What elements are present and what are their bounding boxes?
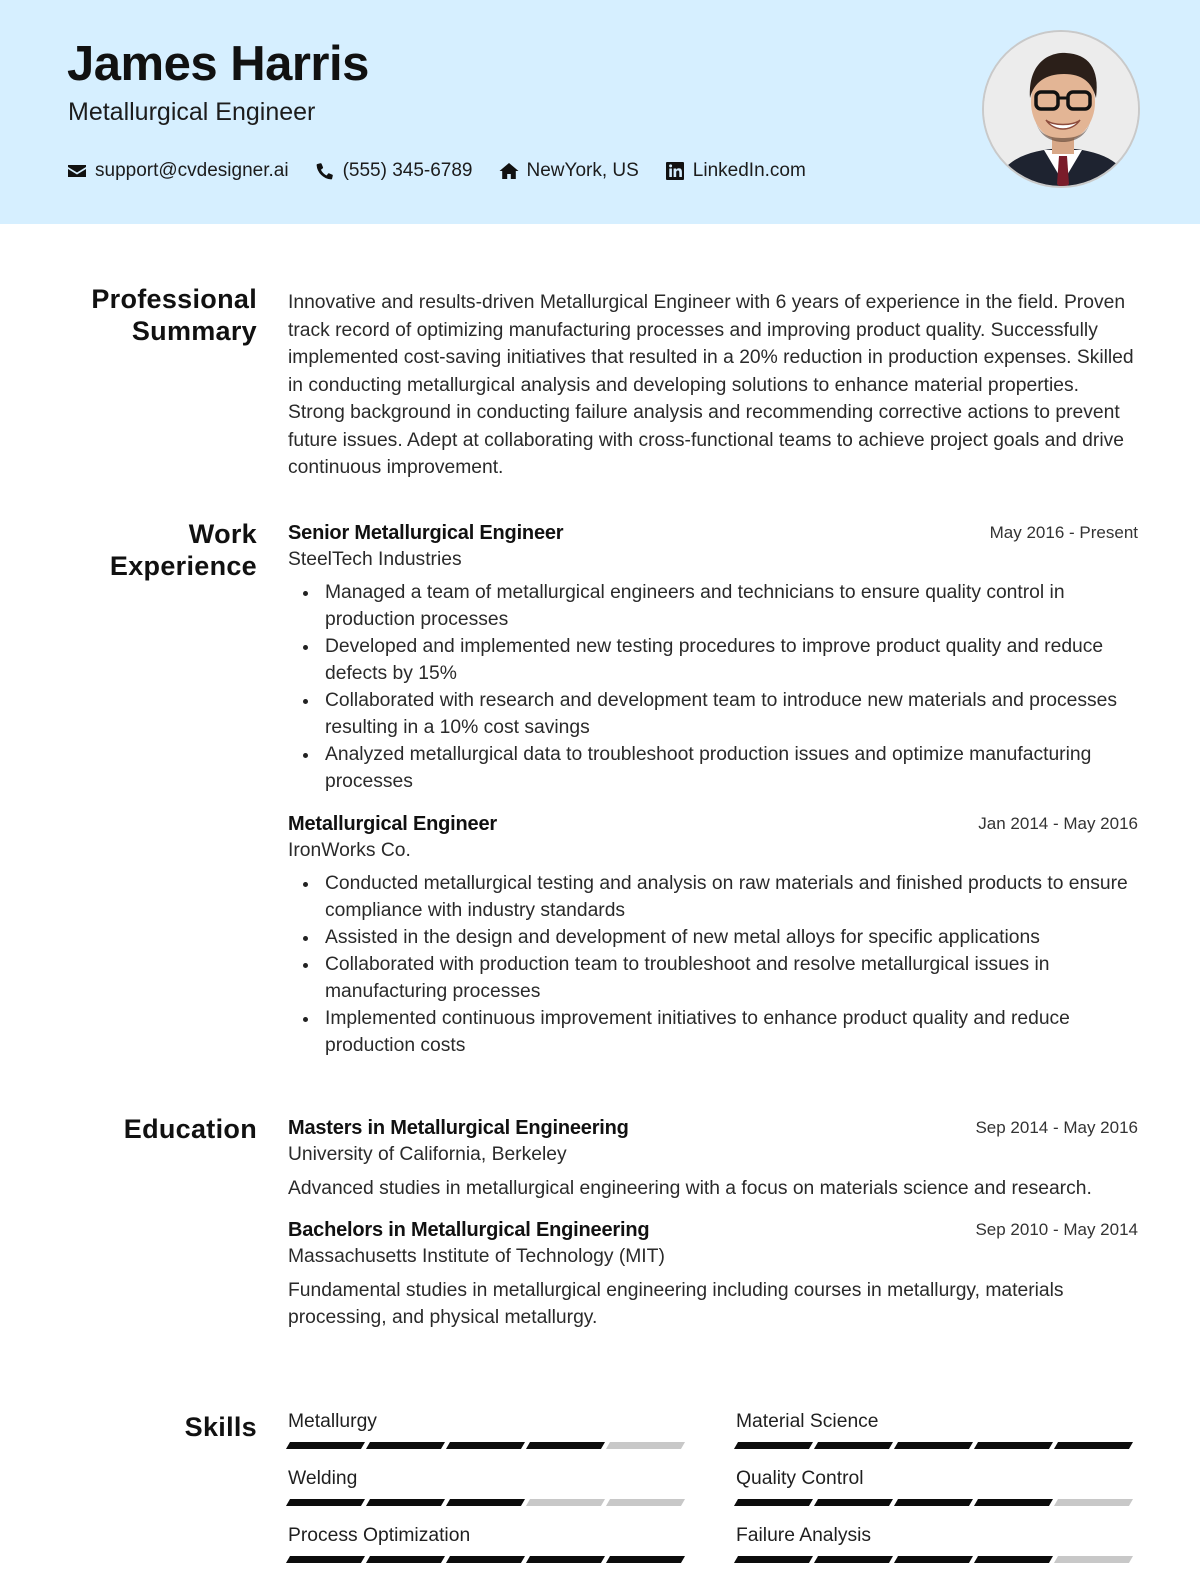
skill-level-bar — [736, 1556, 1136, 1563]
skill-name: Welding — [288, 1468, 358, 1489]
job-bullets — [288, 579, 1138, 795]
education-entry — [288, 1217, 1138, 1331]
skill-name: Failure Analysis — [736, 1525, 872, 1546]
skill-segment-empty — [606, 1442, 685, 1449]
contact-location-text: NewYork, US — [526, 160, 639, 181]
skill-item — [288, 1466, 688, 1506]
skill-level-bar — [736, 1442, 1136, 1449]
contact-email-text: support@cvdesigner.ai — [95, 160, 289, 181]
skill-name: Quality Control — [736, 1468, 864, 1489]
school-name: University of California, Berkeley — [288, 1144, 567, 1165]
skill-segment-empty — [1054, 1556, 1133, 1563]
skill-name: Material Science — [736, 1411, 879, 1432]
experience-heading-line-1: Work — [188, 519, 257, 549]
experience-section — [288, 520, 1138, 1059]
contact-linkedin[interactable] — [665, 160, 806, 182]
skill-segment-filled — [366, 1556, 445, 1563]
skill-level-bar — [288, 1499, 688, 1506]
header — [0, 0, 1200, 224]
skill-segment-filled — [894, 1442, 973, 1449]
skill-item — [736, 1409, 1136, 1449]
contact-bar — [67, 160, 832, 182]
skill-segment-filled — [286, 1556, 365, 1563]
skill-item — [288, 1409, 688, 1449]
summary-text: Innovative and results-driven Metallurgical Engineer with 6 years of experience in the field. Proven track record of optimizing manufacturing processes and improving product quality. Successfully implemented cost-saving initiatives that resulted in a 20% reduction in production expenses. Skilled in conducting metallurgical analysis and developing solutions to enhance material properties. Strong background in conducting failure analysis and recommending corrective actions to prevent future issues. Adept at collaborating with cross-functional teams to achieve project goals and drive continuous improvement. — [288, 292, 1134, 478]
skill-segment-filled — [526, 1442, 605, 1449]
degree-description: Advanced studies in metallurgical engineering with a focus on materials science and research. — [288, 1178, 1092, 1199]
degree-title: Masters in Metallurgical Engineering — [288, 1117, 629, 1139]
skill-segment-filled — [814, 1556, 893, 1563]
skill-segment-filled — [446, 1499, 525, 1506]
experience-heading — [37, 518, 257, 582]
skill-segment-filled — [606, 1556, 685, 1563]
job-bullet: Collaborated with production team to troubleshoot and resolve metallurgical issues in manufacturing processes — [288, 951, 1138, 1005]
summary-heading — [37, 283, 257, 347]
summary-heading-line-1: Professional — [91, 284, 257, 314]
skill-segment-filled — [814, 1499, 893, 1506]
education-heading-text: Education — [123, 1114, 257, 1144]
job-bullet: Conducted metallurgical testing and analysis on raw materials and finished products to ensure compliance with industry standards — [288, 870, 1138, 924]
skill-level-bar — [288, 1556, 688, 1563]
skill-segment-filled — [366, 1442, 445, 1449]
skill-level-bar — [736, 1499, 1136, 1506]
home-icon — [499, 161, 519, 181]
job-company: IronWorks Co. — [288, 840, 411, 861]
skill-item — [736, 1466, 1136, 1506]
degree-date: Sep 2014 - May 2016 — [975, 1118, 1138, 1137]
skill-segment-filled — [814, 1442, 893, 1449]
skill-item — [288, 1523, 688, 1563]
skill-name: Process Optimization — [288, 1525, 471, 1546]
job-bullet: Managed a team of metallurgical engineers and technicians to ensure quality control in production processes — [288, 579, 1138, 633]
experience-heading-line-2: Experience — [109, 551, 257, 581]
skill-segment-filled — [446, 1556, 525, 1563]
skill-segment-filled — [894, 1499, 973, 1506]
education-section — [288, 1115, 1138, 1331]
skill-segment-filled — [974, 1556, 1053, 1563]
school-name: Massachusetts Institute of Technology (MIT) — [288, 1246, 665, 1267]
skill-segment-filled — [734, 1499, 813, 1506]
education-heading — [37, 1113, 257, 1145]
degree-date: Sep 2010 - May 2014 — [975, 1220, 1138, 1239]
linkedin-icon — [665, 161, 685, 181]
skill-segment-filled — [894, 1556, 973, 1563]
contact-location — [499, 160, 639, 182]
job-date: Jan 2014 - May 2016 — [978, 814, 1138, 833]
job-entry — [288, 520, 1138, 795]
degree-title: Bachelors in Metallurgical Engineering — [288, 1219, 650, 1241]
skill-segment-filled — [734, 1442, 813, 1449]
degree-description: Fundamental studies in metallurgical engineering including courses in metallurgy, materials processing, and physical metallurgy. — [288, 1280, 1064, 1328]
job-entry — [288, 811, 1138, 1059]
phone-icon — [315, 161, 335, 181]
skills-heading-text: Skills — [184, 1412, 257, 1442]
job-title: Metallurgical Engineer — [288, 813, 497, 835]
education-entry — [288, 1115, 1138, 1202]
skill-segment-filled — [286, 1499, 365, 1506]
job-date: May 2016 - Present — [989, 523, 1138, 542]
skill-segment-empty — [526, 1499, 605, 1506]
skill-segment-filled — [526, 1556, 605, 1563]
skill-level-bar — [288, 1442, 688, 1449]
skill-segment-filled — [286, 1442, 365, 1449]
job-bullets — [288, 870, 1138, 1059]
contact-email[interactable] — [67, 160, 289, 182]
skills-heading — [37, 1411, 257, 1443]
skill-segment-filled — [734, 1556, 813, 1563]
avatar-photo — [984, 32, 1140, 188]
contact-linkedin-text: LinkedIn.com — [692, 160, 806, 181]
skill-name: Metallurgy — [288, 1411, 377, 1432]
candidate-name: James Harris — [67, 37, 369, 91]
skill-segment-filled — [446, 1442, 525, 1449]
skill-segment-filled — [974, 1442, 1053, 1449]
summary-section — [288, 289, 1138, 482]
skill-segment-empty — [606, 1499, 685, 1506]
skill-segment-filled — [974, 1499, 1053, 1506]
contact-phone-text: (555) 345-6789 — [342, 160, 473, 181]
envelope-icon — [67, 161, 87, 181]
job-bullet: Assisted in the design and development of new metal alloys for specific applications — [288, 924, 1138, 951]
skill-segment-filled — [1054, 1442, 1133, 1449]
avatar — [982, 30, 1140, 188]
job-bullet: Analyzed metallurgical data to troubleshoot production issues and optimize manufacturing processes — [288, 741, 1138, 795]
skill-segment-filled — [366, 1499, 445, 1506]
skill-segment-empty — [1054, 1499, 1133, 1506]
job-title: Senior Metallurgical Engineer — [288, 522, 564, 544]
contact-phone[interactable] — [315, 160, 473, 182]
job-bullet: Implemented continuous improvement initiatives to enhance product quality and reduce production costs — [288, 1005, 1138, 1059]
skill-item — [736, 1523, 1136, 1563]
summary-heading-line-2: Summary — [131, 316, 257, 346]
job-bullet: Collaborated with research and development team to introduce new materials and processes resulting in a 10% cost savings — [288, 687, 1138, 741]
job-title: Metallurgical Engineer — [68, 98, 316, 126]
job-bullet: Developed and implemented new testing procedures to improve product quality and reduce defects by 15% — [288, 633, 1138, 687]
job-company: SteelTech Industries — [288, 549, 462, 570]
